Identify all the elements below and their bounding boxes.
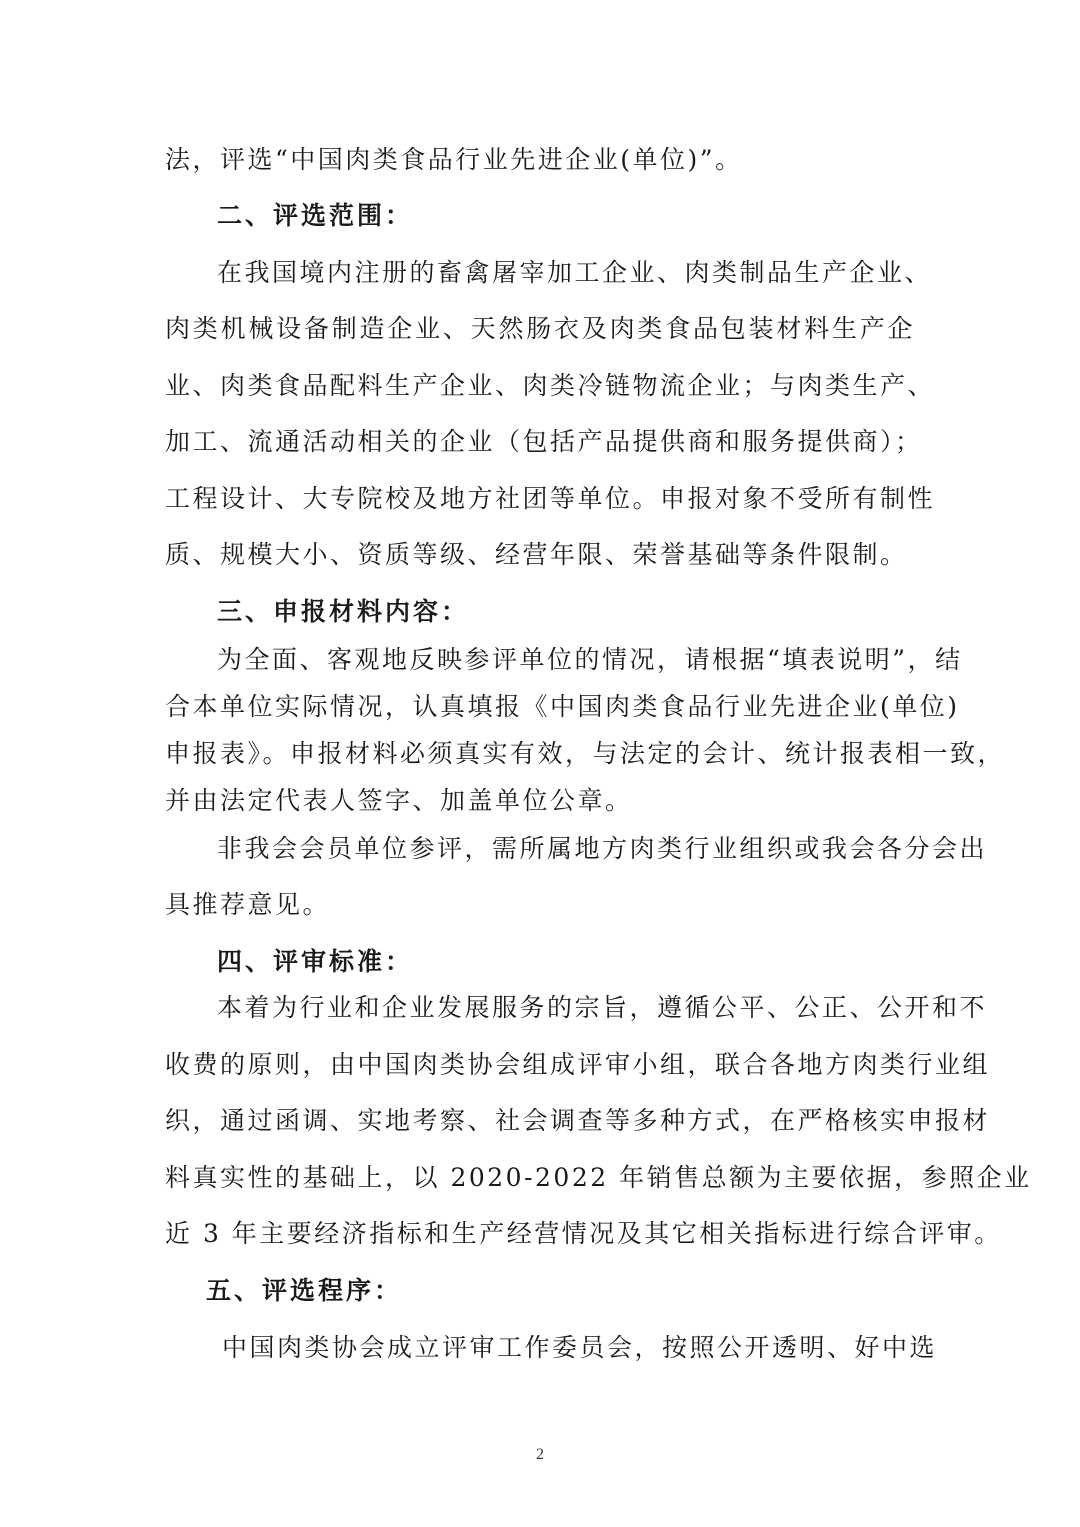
text-line: 合本单位实际情况，认真填报《中国肉类食品行业先进企业(单位) xyxy=(165,692,960,721)
text-line: 并由法定代表人签字、加盖单位公章。 xyxy=(165,786,633,815)
text-line: 质、规模大小、资质等级、经营年限、荣誉基础等条件限制。 xyxy=(165,540,908,569)
section-heading-procedure: 五、评选程序： xyxy=(206,1276,403,1305)
text-line: 肉类机械设备制造企业、天然肠衣及肉类食品包装材料生产企 xyxy=(165,314,915,343)
text-line: 织，通过函调、实地考察、社会调查等多种方式，在严格核实申报材 xyxy=(165,1106,991,1135)
text-line: 近 3 年主要经济指标和生产经营情况及其它相关指标进行综合评审。 xyxy=(165,1219,1002,1248)
text-line: 中国肉类协会成立评审工作委员会，按照公开透明、好中选 xyxy=(222,1333,938,1362)
text-line: 收费的原则，由中国肉类协会组成评审小组，联合各地方肉类行业组 xyxy=(165,1050,991,1079)
text-line: 申报表》。申报材料必须真实有效，与法定的会计、统计报表相一致， xyxy=(165,739,1006,768)
text-line: 具推荐意见。 xyxy=(165,890,331,919)
text-line: 法，评选“中国肉类食品行业先进企业(单位)”。 xyxy=(165,145,743,174)
text-line: 为全面、客观地反映参评单位的情况，请根据“填表说明”，结 xyxy=(217,645,963,674)
text-line: 料真实性的基础上，以 2020-2022 年销售总额为主要依据，参照企业 xyxy=(165,1163,1032,1192)
text-line: 本着为行业和企业发展服务的宗旨，遵循公平、公正、公开和不 xyxy=(217,993,988,1022)
text-line: 非我会会员单位参评，需所属地方肉类行业组织或我会各分会出 xyxy=(217,834,988,863)
text-line: 业、肉类食品配料生产企业、肉类冷链物流企业；与肉类生产、 xyxy=(165,371,936,400)
text-line: 工程设计、大专院校及地方社团等单位。申报对象不受所有制性 xyxy=(165,484,936,513)
section-heading-criteria: 四、评审标准： xyxy=(217,947,414,976)
page-number: 2 xyxy=(536,1446,544,1463)
section-heading-materials: 三、申报材料内容： xyxy=(217,597,470,626)
text-line: 加工、流通活动相关的企业（包括产品提供商和服务提供商）； xyxy=(165,427,923,456)
text-line: 在我国境内注册的畜禽屠宰加工企业、肉类制品生产企业、 xyxy=(217,258,933,287)
section-heading-scope: 二、评选范围： xyxy=(217,201,414,230)
